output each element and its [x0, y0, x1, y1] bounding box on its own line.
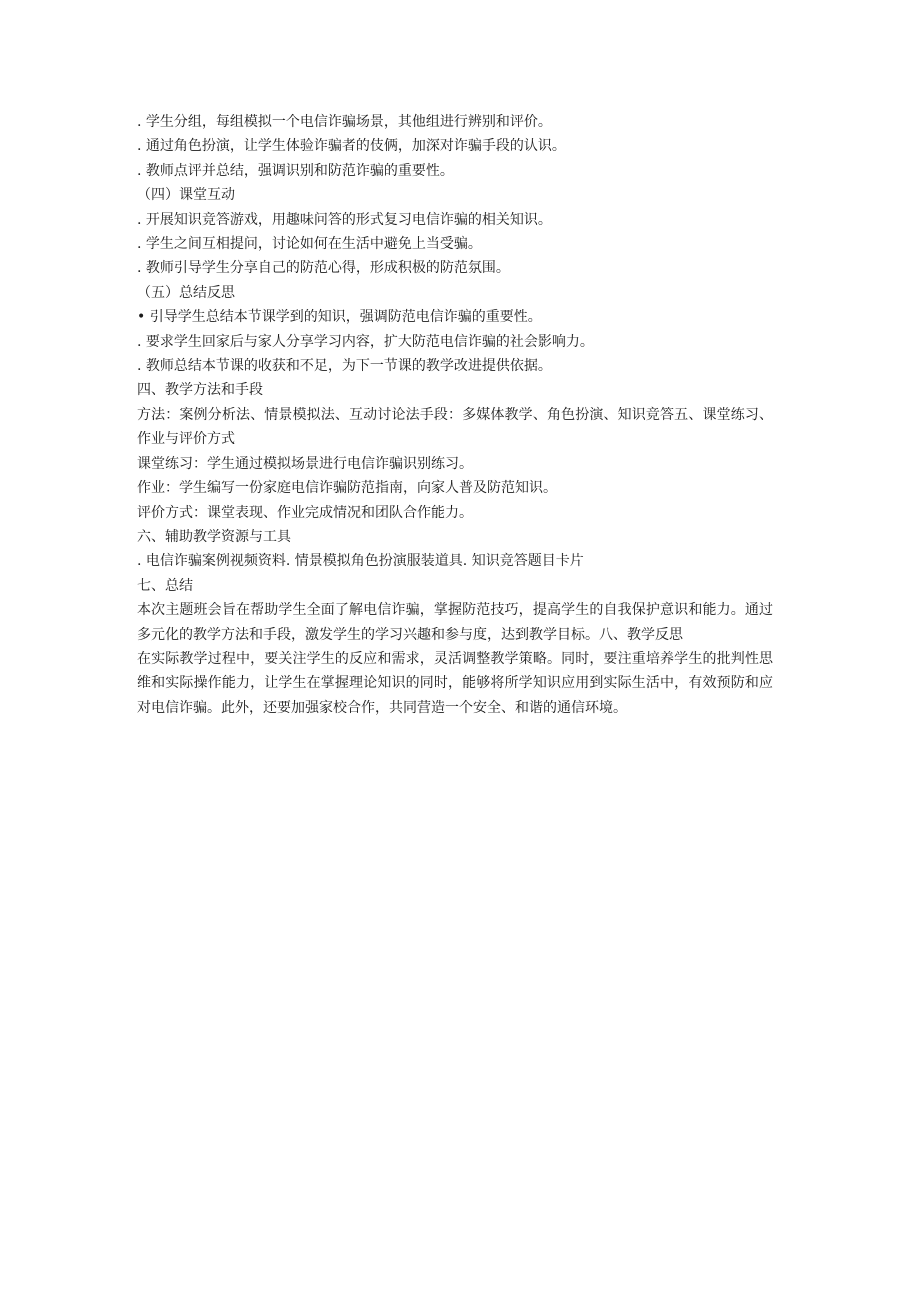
document-body — [137, 110, 773, 720]
line-peer-questions: . 学生之间互相提问，讨论如何在生活中避免上当受骗。 — [137, 236, 482, 253]
line-resources-list: . 电信诈骗案例视频资料. 情景模拟角色扮演服装道具. 知识竞答题目卡片 — [137, 553, 584, 570]
line-teacher-conclusion: . 教师总结本节课的收获和不足，为下一节课的教学改进提供依据。 — [137, 358, 552, 375]
heading-teaching-resources: 六、辅助教学资源与工具 — [137, 528, 291, 545]
line-classroom-exercise: 课堂练习：学生通过模拟场景进行电信诈骗识别练习。 — [137, 455, 473, 472]
line-quiz-game: . 开展知识竞答游戏，用趣味问答的形式复习电信诈骗的相关知识。 — [137, 211, 552, 228]
line-evaluation: 评价方式：课堂表现、作业完成情况和团队合作能力。 — [137, 504, 473, 521]
line-group-simulation: . 学生分组，每组模拟一个电信诈骗场景，其他组进行辨别和评价。 — [137, 114, 552, 130]
heading-summary: 七、总结 — [137, 577, 193, 594]
line-teacher-review: . 教师点评并总结，强调识别和防范诈骗的重要性。 — [137, 162, 454, 179]
paragraph-methods: 方法：案例分析法、情景模拟法、互动讨论法手段：多媒体教学、角色扮演、知识竞答五、课堂练习、作业与评价方式 — [137, 406, 773, 448]
line-share-experience: . 教师引导学生分享自己的防范心得，形成积极的防范氛围。 — [137, 260, 510, 277]
heading-summary-reflection: （五）总结反思 — [137, 284, 235, 301]
paragraph-summary: 本次主题班会旨在帮助学生全面了解电信诈骗，掌握防范技巧，提高学生的自我保护意识和能力。通过多元化的教学方法和手段，激发学生的学习兴趣和参与度，达到教学目标。八、教学反思 — [137, 602, 773, 643]
heading-teaching-methods: 四、教学方法和手段 — [137, 382, 263, 399]
line-role-play: . 通过角色扮演，让学生体验诈骗者的伎俩，加深对诈骗手段的认识。 — [137, 138, 566, 155]
line-guide-summary: • 引导学生总结本节课学到的知识，强调防范电信诈骗的重要性。 — [137, 309, 542, 326]
line-share-with-family: . 要求学生回家后与家人分享学习内容，扩大防范电信诈骗的社会影响力。 — [137, 333, 594, 350]
paragraph-reflection: 在实际教学过程中，要关注学生的反应和需求，灵活调整教学策略。同时，要注重培养学生的批判性思维和实际操作能力，让学生在掌握理论知识的同时，能够将所学知识应用到实际生活中，有效预防和应对电信诈骗。此外，还要加强家校合作，共同营造一个安全、和谐的通信环境。 — [137, 650, 773, 716]
heading-classroom-interaction: （四）课堂互动 — [137, 187, 235, 204]
line-homework: 作业：学生编写一份家庭电信诈骗防范指南，向家人普及防范知识。 — [137, 480, 557, 497]
